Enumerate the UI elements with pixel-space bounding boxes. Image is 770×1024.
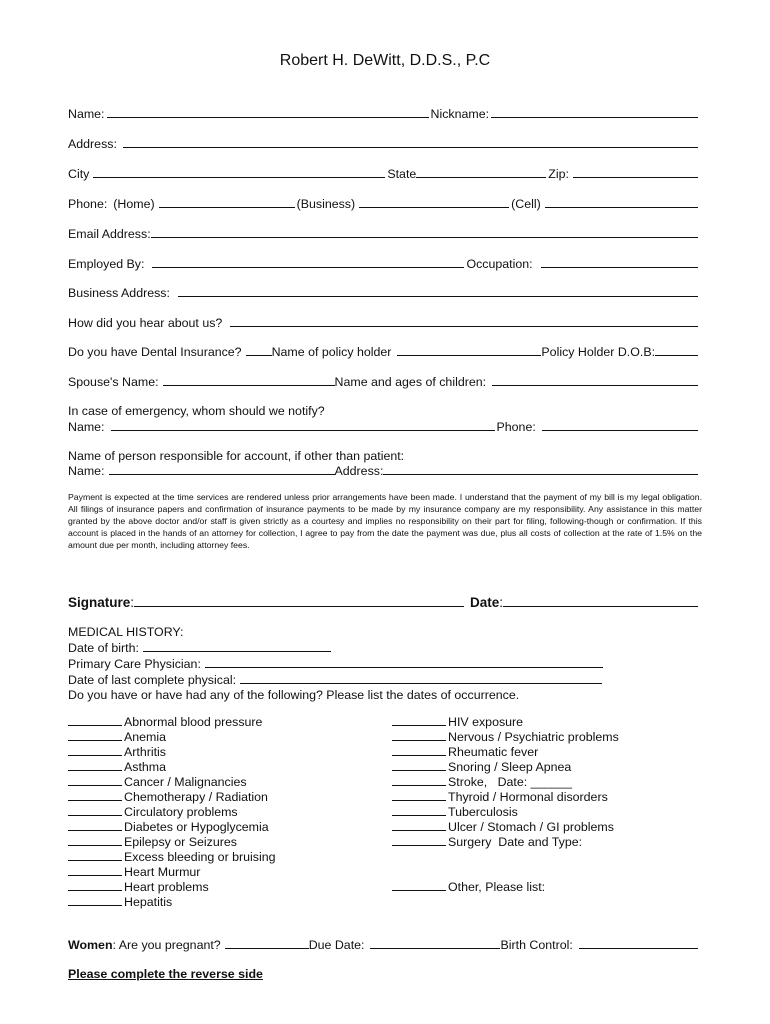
condition-item[interactable] [68,879,276,894]
medical-heading-text: MEDICAL HISTORY: [68,625,184,639]
signature-date-field[interactable] [503,594,698,607]
condition-label: Heart problems [124,880,209,894]
condition-item[interactable] [392,804,619,819]
emergency-name-field[interactable] [111,419,495,431]
pregnant-label: : Are you pregnant? [112,938,221,952]
conditions-question-row [68,688,628,703]
women-label: Women [68,938,113,952]
condition-item[interactable] [68,729,276,744]
nickname-label: Nickname: [430,107,490,121]
responsible-address-field[interactable] [383,463,698,475]
condition-item[interactable] [68,894,276,909]
emergency-phone-label: Phone: [496,420,536,434]
employer-row [68,256,700,272]
condition-item[interactable] [68,834,276,849]
condition-label: Excess bleeding or bruising [124,850,276,864]
emergency-row [68,419,700,435]
spouse-field[interactable] [163,374,335,386]
condition-date-field[interactable] [68,834,122,846]
policy-holder-label: Name of policy holder [271,345,392,359]
women-row [68,937,700,953]
medical-heading [68,625,628,640]
city-row [68,166,700,182]
condition-date-field[interactable] [68,729,122,741]
condition-label: Surgery Date and Type: [448,835,583,849]
condition-label: Nervous / Psychiatric problems [448,730,619,744]
city-label: City [68,167,90,181]
condition-date-field[interactable] [68,789,122,801]
birth-control-field[interactable] [579,937,698,949]
condition-label: Hepatitis [124,895,173,909]
date-label: Date [470,595,500,610]
emergency-question [68,404,700,419]
physical-row [68,672,628,688]
occupation-field[interactable] [541,256,698,268]
condition-date-field[interactable] [68,894,122,906]
cell-phone-field[interactable] [545,196,698,208]
insurance-row [68,344,700,360]
emergency-name-label: Name: [68,420,105,434]
policy-dob-label: Policy Holder D.O.B: [541,345,656,359]
business-address-field[interactable] [178,285,698,297]
condition-item[interactable] [68,849,276,864]
due-date-field[interactable] [370,937,500,949]
spacer [392,849,619,864]
business-address-label: Business Address: [68,286,170,300]
insurance-label: Do you have Dental Insurance? [68,345,242,359]
signature-field[interactable] [134,594,464,607]
emergency-label: In case of emergency, whom should we notify? [68,404,325,418]
condition-label: Cancer / Malignancies [124,775,247,789]
condition-date-field[interactable] [392,804,446,816]
zip-label: Zip: [548,167,569,181]
condition-item[interactable] [68,774,276,789]
home-label: (Home) [113,197,155,211]
address-field[interactable] [123,136,698,148]
condition-date-field[interactable] [68,819,122,831]
name-field[interactable] [107,106,429,118]
condition-date-field[interactable] [68,864,122,876]
condition-date-field[interactable] [68,804,122,816]
physical-label: Date of last complete physical: [68,673,237,687]
responsible-address-label: Address: [334,464,384,478]
condition-item[interactable] [392,744,619,759]
referral-row [68,315,700,331]
date-colon: : [499,595,504,610]
pcp-label: Primary Care Physician: [68,657,201,671]
condition-label: Abnormal blood pressure [124,715,263,729]
business-phone-label: (Business) [296,197,356,211]
children-label: Name and ages of children: [334,375,487,389]
condition-item[interactable] [68,744,276,759]
condition-date-field[interactable] [68,744,122,756]
state-label: State [387,167,417,181]
condition-date-field[interactable] [392,834,446,846]
dob-label: Date of birth: [68,641,139,655]
condition-date-field[interactable] [392,729,446,741]
birth-control-label: Birth Control: [500,938,573,952]
condition-item[interactable] [392,774,619,789]
condition-date-field[interactable] [392,759,446,771]
condition-item[interactable] [68,864,276,879]
condition-item-other[interactable] [392,879,619,894]
emergency-phone-field[interactable] [542,419,698,431]
condition-item[interactable] [392,834,619,849]
condition-item[interactable] [68,819,276,834]
occupation-label: Occupation: [466,257,533,271]
cell-label: (Cell) [511,197,541,211]
employed-by-field[interactable] [152,256,464,268]
condition-label: Snoring / Sleep Apnea [448,760,572,774]
payment-terms: Payment is expected at the time services are rendered unless prior arrangements have been made. I understand that the payment of my bill is my legal obligation. All filings of insurance papers and confirmation of insurance payments to be made by my insurance company are my responsibility. Any assistance in this matter granted by the above doctor and/or staff is given strictly as a courtesy and implies no responsibility on their part for filing, following-though or confirmation. If this account is placed in the hands of an attorney for collection, I agree to pay from the date the payment was due, plus all costs of collection at the rate of 1.5% on the amount due per month, including attorney fees. [68,492,702,550]
condition-label: Other, Please list: [448,880,546,894]
condition-label: Chemotherapy / Radiation [124,790,268,804]
home-phone-field[interactable] [159,196,295,208]
conditions-left-list [68,714,276,909]
condition-item[interactable] [68,759,276,774]
address-row [68,136,700,152]
condition-item[interactable] [68,714,276,729]
responsible-question [68,449,700,464]
condition-label: Epilepsy or Seizures [124,835,237,849]
policy-dob-field[interactable] [655,344,698,356]
pcp-row [68,656,628,672]
city-field[interactable] [93,166,385,178]
children-field[interactable] [492,374,698,386]
pcp-field[interactable] [205,656,603,668]
condition-item[interactable] [68,789,276,804]
condition-label: HIV exposure [448,715,524,729]
condition-date-field[interactable] [392,819,446,831]
policy-holder-field[interactable] [397,344,541,356]
condition-date-field[interactable] [392,789,446,801]
condition-label: Arthritis [124,745,166,759]
conditions-right-list [392,714,619,894]
condition-date-field[interactable] [68,759,122,771]
reverse-side-note: Please complete the reverse side [68,967,263,981]
condition-label: Ulcer / Stomach / GI problems [448,820,614,834]
email-row [68,226,700,242]
responsible-row [68,463,700,479]
signature-row [68,594,700,610]
name-label: Name: [68,107,105,121]
pregnant-field[interactable] [225,937,309,949]
address-label: Address: [68,137,117,151]
condition-label: Thyroid / Hormonal disorders [448,790,608,804]
condition-label: Heart Murmur [124,865,201,879]
condition-date-field[interactable] [392,774,446,786]
phone-label: Phone: [68,197,108,211]
condition-label: Anemia [124,730,167,744]
phone-row [68,196,700,212]
medical-history-header [68,625,628,703]
condition-date-field[interactable] [392,744,446,756]
employed-by-label: Employed By: [68,257,145,271]
signature-label: Signature [68,595,131,610]
business-address-row [68,285,700,301]
condition-item[interactable] [68,804,276,819]
condition-label: Circulatory problems [124,805,238,819]
condition-item[interactable] [392,759,619,774]
practice-title: Robert H. DeWitt, D.D.S., P.C [279,52,491,69]
name-row [68,106,700,122]
condition-item[interactable] [392,819,619,834]
email-label: Email Address: [68,227,151,241]
condition-item[interactable] [392,729,619,744]
insurance-field[interactable] [246,344,272,356]
conditions-question: Do you have or have had any of the following? Please list the dates of occurrence. [68,688,520,702]
condition-date-field[interactable] [392,879,446,891]
condition-date-field[interactable] [68,714,122,726]
condition-label: Tuberculosis [448,805,518,819]
condition-item[interactable] [392,714,619,729]
responsible-name-label: Name: [68,464,105,478]
condition-date-field[interactable] [68,849,122,861]
physical-field[interactable] [240,672,602,684]
condition-date-field[interactable] [68,879,122,891]
condition-label: Stroke, Date: ______ [448,775,572,789]
family-row [68,374,700,390]
spacer [392,864,619,879]
condition-label: Asthma [124,760,167,774]
condition-label: Rheumatic fever [448,745,539,759]
responsible-name-field[interactable] [109,463,335,475]
due-date-label: Due Date: [308,938,365,952]
spouse-label: Spouse's Name: [68,375,159,389]
email-field[interactable] [151,226,698,238]
state-field[interactable] [416,166,546,178]
nickname-field[interactable] [491,106,698,118]
condition-item[interactable] [392,789,619,804]
dob-row [68,640,628,656]
condition-date-field[interactable] [392,714,446,726]
dob-field[interactable] [143,640,331,652]
condition-label: Diabetes or Hypoglycemia [124,820,269,834]
business-phone-field[interactable] [359,196,509,208]
signature-colon: : [130,595,135,610]
responsible-label: Name of person responsible for account, if other than patient: [68,449,405,463]
referral-field[interactable] [230,315,698,327]
referral-label: How did you hear about us? [68,316,223,330]
condition-date-field[interactable] [68,774,122,786]
zip-field[interactable] [573,166,698,178]
